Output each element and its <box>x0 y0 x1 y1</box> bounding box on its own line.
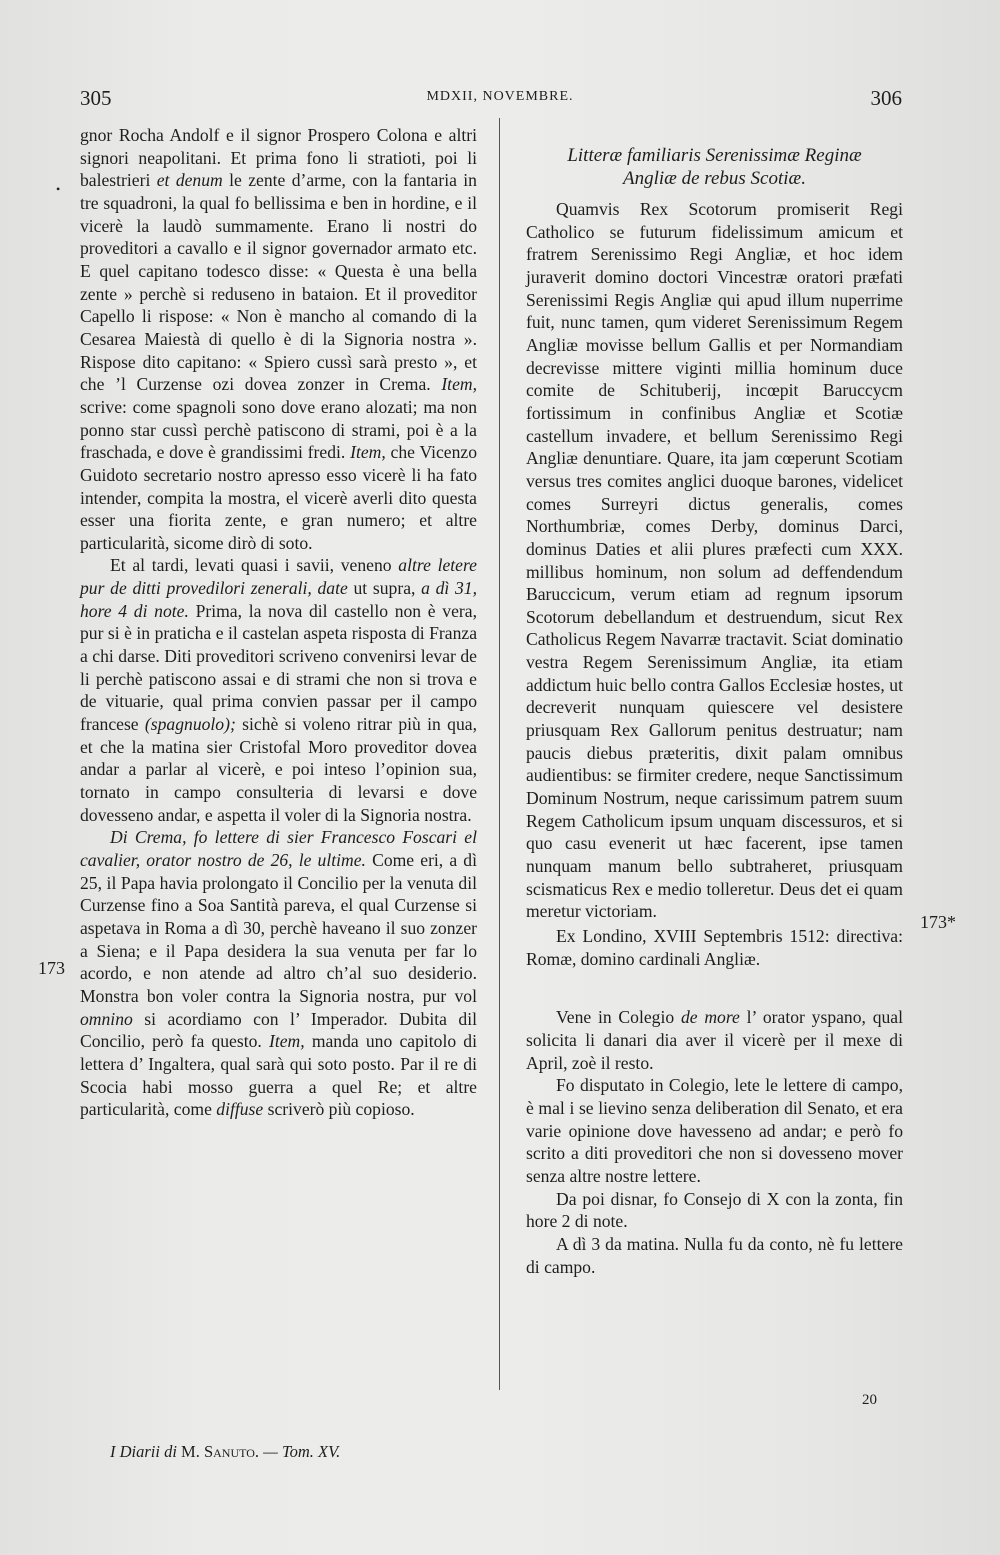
margin-bullet: • <box>56 182 61 196</box>
column-divider <box>499 118 500 1390</box>
paragraph-di-crema: Di Crema, fo lettere di sier Francesco Foscari el cavalier, orator nostro de 26, le ultime. Come eri, a dì 25, il Papa havia prolongato il Concilio per la venuta dil Curzense fino a Soa Santità pareva, el qual Curzense si aspetava in Roma a dì 30, perchè haveano il suo zonzer a Siena; e il Papa desidera la sua venuta per far lo acordo, e non atende ad altro ch’al suo desiderio. Monstra bon voler contra la Signoria nostra, pur vol omnino si acordiamo con l’ Imperador. Dubita dil Concilio, però fa questo. Item, manda uno capitolo di lettera d’ Ingaltera, qual sarà qui soto posto. Par il re di Scocia habi mosso guerra a quel Re; et altre particularità, come diffuse scriverò più copioso. <box>80 827 477 1120</box>
page-footer: I Diarii di M. Sanuto. — Tom. XV. <box>110 1442 341 1461</box>
running-title: MDXII, NOVEMBRE. <box>426 89 574 104</box>
letter-title: Litteræ familiaris Serenissimæ Reginæ Angliæ de rebus Scotiæ. <box>567 145 862 189</box>
page-header <box>0 86 1000 116</box>
page-number-right: 306 <box>870 86 902 110</box>
signature-number: 20 <box>862 1392 877 1408</box>
paragraph-mostra: gnor Rocha Andolf e il signor Prospero Colona e altri signori neapolitani. Et prima fono li stratioti, poi li balestrieri et denum le zente d’arme, con la fantaria in tre squadroni, la qual fo bellissima e ben in hordine, e il vicerè la laudò summamente. Erano li nostri do proveditori a cavallo e il signor governador armato etc. E quel capitano todesco disse: « Questa è una bella zente » perchè si reduseno in bataion. Et il proveditor Capello li rispose: « Non è mancho al comando di la Cesarea Maiestà di quello è di la Signoria nostra ». Rispose dito capitano: « Spiero cussì sarà presto », et che ’l Curzense ozi dovea zonzer in Crema. Item, scrive: come spagnoli sono dove erano alozati; ma non ponno star cussì perchè patiscono di strami, poi è a la fraschada, e dove è grandissimi fredi. Item, che Vicenzo Guidoto secretario nostro apresso esso vicerè li ha fato intender, compita la mostra, el vicerè averli dito questa esser una fiorita zente, e gran numero; et altre particularità, sicome dirò di soto. <box>80 125 478 553</box>
latin-letter-body: Quamvis Rex Scotorum promiserit Regi Catholico se futurum fidelissimum amicum et fratrem Serenissimo Regi Angliæ, et hoc idem juraverit domino doctori Vincestræ oratori præfati Serenissimi Regis Angliæ qui apud illum nuperrime fuit, nunc tamen, qum videret Serenissimum Regem Angliæ movisse bellum Gallis et per Normandiam decrevisse mittere viginti millia hominum duce comite de Schituberij, incœpit Baruccycm fortissimum in confinibus Angliæ et Scotiæ castellum invadere, et bellum Serenissimo Regi Angliæ denuntiare. Quare, ita jam cœperunt Scotiam versus tres comites anglici duoque barones, videlicet comes Surreyri dictus generalis, comes Northumbriæ, comes Derby, dominus Darci, dominus Daties et alii plures præfecti cum XXX. millibus hominum, non solum ad deffendendum Baruccicum, verum etiam ad regnum ipsorum Scotorum debellandum et destruendum, sicut Rex Catholicus Regem Navarræ tractavit. Sciat dominatio vestra Regem Serenissimum Angliæ, ita etiam addictum huic bello contra Gallos Ecclesiæ hostes, ut decreverit nunquam quiescere vel desistere priusquam Rex Gallorum penitus destruatur; nam paucis diebus præteritis, dixit palam omnibus audientibus: se firmiter credere, neque Sanctissimum Dominum Nostrum, neque carissimum patrem suum Regem Catholicum ipsum unquam discessuros, et si quo casu evenerit ut hæc facerent, ipse tamen nunquam manum bello subtraheret, priusquam scismaticus Rex e medio tolleretur. Deus det ei quam meretur victoriam. <box>526 199 903 922</box>
letter-signoff: Ex Londino, XVIII Septembris 1512: directiva: Romæ, domino cardinali Angliæ. <box>526 926 903 969</box>
paragraph-da-poi: Da poi disnar, fo Consejo di X con la zonta, fin hore 2 di note. <box>526 1188 903 1232</box>
left-column <box>80 124 477 1121</box>
margin-number-left: 173 <box>38 958 65 978</box>
paragraph-vene: Vene in Colegio de more l’ orator yspano, qual solicita li danari dia aver il vicerè per il mexe di April, zoè il resto. <box>526 1007 904 1073</box>
paragraph-fo-disputato: Fo disputato in Colegio, lete le lettere di campo, è mal i se lievino senza deliberation dil Senato, et era varie opinione dove havesseno ad andar; e però fo scrito a diti proveditori che non si dovesseno mover senza altre nostre lettere. <box>526 1075 903 1186</box>
paragraph-al-tardi: Et al tardi, levati quasi i savii, veneno altre letere pur de ditti provedilori zenerali, date ut supra, a dì 31, hore 4 di note. Prima, la nova dil castello non è vera, pur si è in praticha e il castelan aspeta risposta di Franza a chi darse. Diti proveditori scriveno convenirsi levar de li perchè patiscono assai e di strami che non si trova e de vituarie, qual prima convien passar per il campo francese (spagnuolo); sichè si voleno ritrar più in qua, et che la matina sier Cristofal Moro proveditor dovea andar a parlar al vicerè, e poi inteso l’opinion sua, tornato in campo consulteria di levarsi e dove dovesseno andar, e aspetta il voler di la Signoria nostra. <box>80 555 477 825</box>
paragraph-a-di-3: A dì 3 da matina. Nulla fu da conto, nè fu lettere di campo. <box>526 1233 903 1277</box>
page-number-left: 305 <box>80 86 112 110</box>
right-column <box>526 124 903 1278</box>
margin-number-right: 173* <box>920 912 956 932</box>
